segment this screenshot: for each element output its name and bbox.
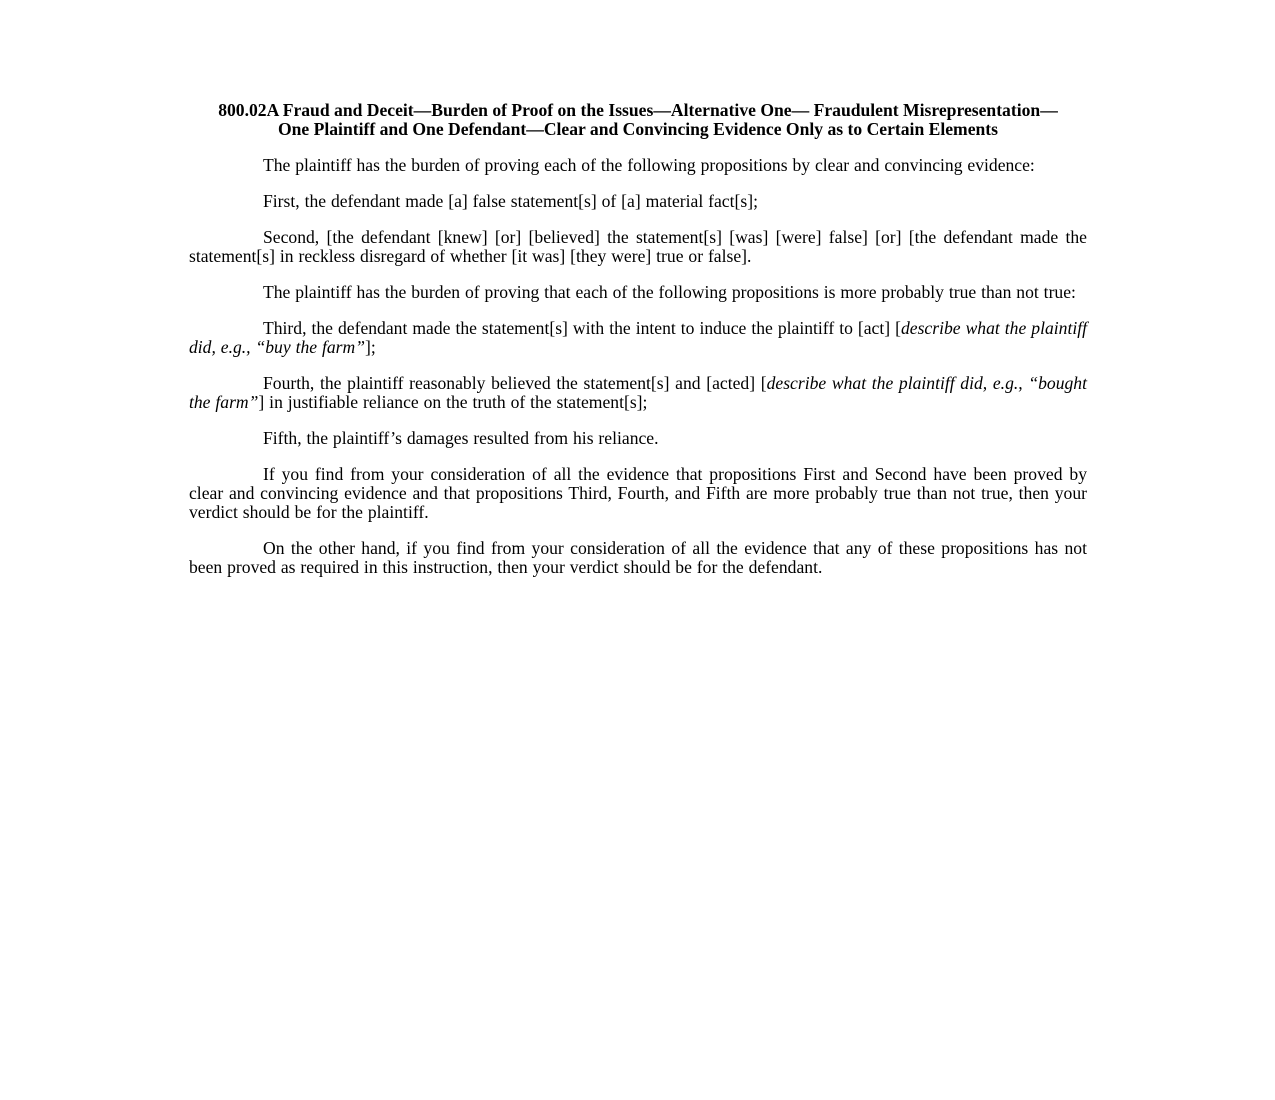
paragraph-verdict-defendant: On the other hand, if you find from your consideration of all the evidence that any of these propositions has not been proved as required in this instruction, then your verdict should be for the defendant.: [189, 538, 1087, 577]
paragraph-preponderance-intro: The plaintiff has the burden of proving that each of the following propositions is more probably true than not true:: [263, 282, 1076, 302]
paragraph-clear-convincing-intro: The plaintiff has the burden of proving each of the following propositions by clear and convincing evidence:: [263, 155, 1035, 175]
fourth-text-pre: Fourth, the plaintiff reasonably believed the statement[s] and [acted] [: [263, 373, 767, 393]
fourth-text-italic: describe what the plaintiff did, e.g., “bought the farm”: [189, 373, 1087, 412]
document-title: 800.02A Fraud and Deceit—Burden of Proof on the Issues—Alternative One— Fraudulent Misrepresentation—One Plaintiff and One Defendant—Clear and Convincing Evidence Only as to Certain Elements: [218, 100, 1058, 139]
document-page: [189, 101, 1087, 594]
paragraph-verdict-plaintiff: If you find from your consideration of all the evidence that propositions First and Second have been proved by clear and convincing evidence and that propositions Third, Fourth, and Fifth are more probably true than not true, then your verdict should be for the plaintiff.: [189, 464, 1087, 522]
fourth-text-post: ] in justifiable reliance on the truth of the statement[s];: [258, 392, 648, 412]
paragraph-first-proposition: First, the defendant made [a] false statement[s] of [a] material fact[s];: [263, 191, 758, 211]
paragraph-fifth-proposition: Fifth, the plaintiff’s damages resulted from his reliance.: [263, 428, 659, 448]
paragraph-second-proposition: Second, [the defendant [knew] [or] [believed] the statement[s] [was] [were] false] [or] [the defendant made the statement[s] in reckless disregard of whether [it was] [they were] true or false].: [189, 227, 1087, 266]
third-text-post: ];: [364, 337, 376, 357]
paragraph-fourth-proposition: [189, 374, 1087, 412]
paragraph-third-proposition: [189, 319, 1087, 357]
third-text-pre: Third, the defendant made the statement[s] with the intent to induce the plaintiff to [act] [: [263, 318, 901, 338]
third-text-italic: describe what the plaintiff did, e.g., “buy the farm”: [189, 318, 1088, 357]
